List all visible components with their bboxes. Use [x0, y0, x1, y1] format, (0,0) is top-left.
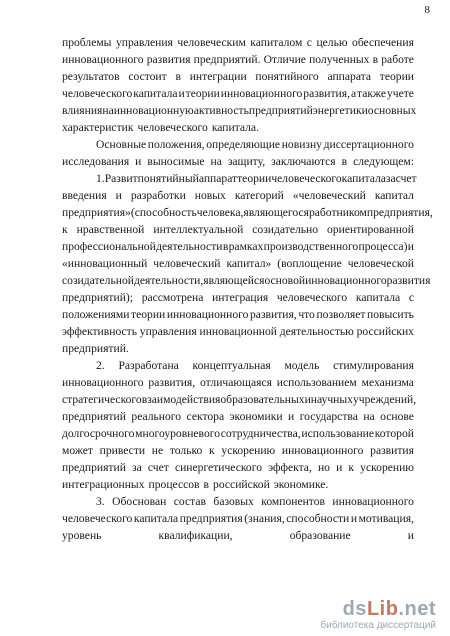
text-word: положениями — [62, 308, 130, 321]
text-word: концептуальная — [192, 359, 271, 372]
text-line — [62, 34, 414, 51]
text-word: рассмотрена — [141, 291, 204, 304]
text-word: исследования — [62, 155, 130, 168]
text-word: активность — [193, 104, 249, 117]
text-word: теории — [379, 70, 414, 83]
text-word: использованием — [276, 376, 357, 389]
text-word: эффективность — [62, 325, 138, 338]
text-word: повысить — [367, 308, 414, 321]
watermark — [286, 598, 436, 632]
text-word: ускорению — [221, 444, 276, 457]
text-word: предприятий. — [62, 342, 129, 355]
text-word: мотивация, — [358, 512, 414, 525]
text-word: многоуровневого — [135, 427, 221, 440]
text-word: 3. — [96, 495, 105, 508]
text-word: капитала — [133, 87, 178, 100]
page-number: 8 — [424, 4, 430, 16]
text-word: развития — [146, 53, 191, 66]
text-word: за — [385, 172, 396, 185]
text-word: и — [350, 512, 358, 525]
text-word: созидательной — [62, 274, 134, 287]
text-line — [62, 255, 414, 272]
text-word: за — [132, 461, 142, 474]
text-line — [62, 187, 414, 204]
text-line — [62, 527, 414, 544]
text-word: и — [407, 529, 414, 542]
text-word: может — [62, 444, 93, 457]
text-word: образовательных — [220, 393, 305, 406]
text-word: аппарат — [198, 172, 238, 185]
text-line — [62, 340, 414, 357]
text-line — [62, 170, 417, 187]
text-word: являющегося — [243, 206, 309, 219]
text-word: развития, — [148, 376, 196, 389]
text-word: предприятия» — [62, 206, 131, 219]
text-line — [62, 391, 417, 408]
text-line — [62, 136, 414, 153]
text-word: с — [306, 36, 312, 49]
text-word: полученных — [309, 53, 370, 66]
text-line — [62, 51, 414, 68]
text-word: развития — [386, 274, 431, 287]
text-word: новых — [194, 189, 226, 202]
watermark-logo-net: .net — [398, 598, 436, 620]
text-word: предприятий — [248, 104, 313, 117]
text-word: и — [178, 87, 185, 100]
text-word: положения, — [147, 138, 205, 151]
watermark-logo — [343, 598, 436, 621]
text-word: производственного — [263, 240, 359, 253]
text-word: взаимодействия — [141, 393, 221, 406]
text-line — [62, 459, 414, 476]
text-word: квалификации, — [158, 529, 233, 542]
text-word: теории — [237, 172, 272, 185]
text-word: сотрудничества, — [220, 427, 301, 440]
text-word: развития — [370, 444, 414, 457]
text-word: которой — [374, 427, 414, 440]
text-line — [62, 374, 414, 391]
text-word: эффекта, — [268, 461, 312, 474]
text-word: целью — [316, 36, 348, 49]
text-word: отличающаяся — [200, 376, 272, 389]
text-word: «человеческий — [292, 189, 366, 202]
text-word: интеллектуальной — [153, 223, 244, 236]
text-word: образование — [289, 529, 351, 542]
text-word: выносимые — [147, 155, 205, 168]
text-word: развития, — [303, 87, 350, 100]
text-word: процессов — [148, 478, 200, 491]
text-word: синергетического — [174, 461, 262, 474]
watermark-logo-ds: ds — [342, 598, 367, 620]
text-word: учете — [386, 87, 414, 100]
text-word: инновационного — [62, 376, 144, 389]
text-word: предприятия, — [366, 206, 433, 219]
text-word: также — [357, 87, 387, 100]
text-word: профессиональной — [62, 240, 156, 253]
text-word: Основные — [96, 138, 147, 151]
text-word: деятельности — [156, 240, 223, 253]
text-word: капиталом — [250, 36, 303, 49]
text-word: и — [288, 410, 295, 423]
text-word: инновационной — [199, 325, 277, 338]
text-word: нравственной — [76, 223, 145, 236]
text-word: понятийный — [137, 172, 199, 185]
text-word: рамках — [228, 240, 264, 253]
text-word: только — [169, 444, 203, 457]
text-word: обеспечения — [352, 36, 414, 49]
text-word: инновационную — [113, 104, 194, 117]
text-word: инновационного — [62, 53, 144, 66]
text-word: человеческого — [62, 512, 133, 525]
text-word: инновационного — [166, 308, 249, 321]
text-word: в — [372, 53, 379, 66]
text-word: созидательно — [252, 223, 319, 236]
text-word: разработки — [130, 189, 186, 202]
text-word: ускорению — [360, 461, 414, 474]
text-word: стимулирования — [333, 359, 414, 372]
text-word: капитала — [341, 172, 386, 185]
text-word: реального — [131, 410, 182, 423]
text-word: предприятий); — [62, 291, 133, 304]
text-word: работником — [308, 206, 367, 219]
text-word: человеческий — [153, 257, 221, 270]
text-word: на — [102, 104, 114, 117]
text-word: в — [341, 155, 348, 168]
text-word: способности — [286, 512, 350, 525]
text-word: капитала — [355, 291, 401, 304]
text-line — [62, 272, 431, 289]
text-line — [62, 442, 414, 459]
text-word: Отличие — [263, 53, 306, 66]
text-word: позволяет — [316, 308, 366, 321]
text-word: счет — [147, 461, 169, 474]
text-word: состав — [173, 495, 206, 508]
text-word: счет — [395, 172, 417, 185]
text-word: уровень — [62, 529, 102, 542]
text-line — [62, 306, 414, 323]
text-line — [62, 238, 414, 255]
text-word: Обоснован — [112, 495, 167, 508]
text-word: являющейся — [203, 274, 265, 287]
text-word: развития, — [250, 308, 297, 321]
text-line — [62, 476, 414, 493]
text-word: а — [350, 87, 357, 100]
text-word: капитала. — [211, 121, 259, 134]
text-line — [62, 119, 414, 136]
text-word: с — [408, 291, 414, 304]
text-line — [62, 425, 414, 442]
text-word: в — [203, 478, 210, 491]
text-word: научных — [310, 393, 353, 406]
text-word: предприятия — [179, 512, 243, 525]
text-word: долгосрочного — [62, 427, 135, 440]
text-word: (знания, — [244, 512, 285, 525]
text-word: характеристик — [62, 121, 134, 134]
text-word: и — [304, 393, 311, 406]
text-word: инновационного — [220, 87, 303, 100]
text-word: и — [336, 461, 343, 474]
text-word: модель — [284, 359, 320, 372]
text-word: и — [135, 155, 142, 168]
document-body — [62, 34, 433, 544]
text-word: процесса) — [358, 240, 408, 253]
text-line — [62, 408, 414, 425]
text-word: защиту, — [227, 155, 266, 168]
text-word: деятельностью — [279, 325, 354, 338]
text-word: следующем: — [353, 155, 414, 168]
text-word: капитал — [374, 189, 414, 202]
text-word: предприятий. — [193, 53, 261, 66]
text-word: инновационного — [305, 274, 387, 287]
text-line — [62, 323, 414, 340]
text-word: человеческим — [177, 36, 246, 49]
text-word: и — [115, 189, 122, 202]
text-word: человеческого — [62, 87, 133, 100]
text-line — [62, 68, 414, 85]
text-word: основе — [380, 410, 414, 423]
text-word: интеграции — [189, 70, 247, 83]
text-word: человеческого — [276, 291, 348, 304]
text-word: предприятий — [62, 410, 126, 423]
text-word: человеческого — [271, 172, 342, 185]
text-word: аппарата — [327, 70, 372, 83]
text-word: российских — [356, 325, 414, 338]
text-word: к — [348, 461, 355, 474]
text-line — [62, 221, 414, 238]
text-word: базовых — [213, 495, 254, 508]
text-word: капитала — [133, 512, 179, 525]
text-word: понятийного — [255, 70, 319, 83]
text-line — [62, 102, 417, 119]
text-word: капитал» — [226, 257, 272, 270]
text-word: человека, — [196, 206, 244, 219]
text-word: но — [317, 461, 330, 474]
text-word: 1. — [96, 172, 105, 185]
text-word: 2. — [96, 359, 105, 372]
text-word: в — [175, 70, 181, 83]
text-word: государства — [299, 410, 358, 423]
text-word: российской — [213, 478, 270, 491]
text-word: работе — [381, 53, 414, 66]
text-word: экономики — [229, 410, 283, 423]
text-word: теории — [185, 87, 220, 100]
text-line — [62, 204, 433, 221]
text-word: Разработана — [118, 359, 179, 372]
text-word: деятельности, — [133, 274, 204, 287]
text-word: механизма — [361, 376, 414, 389]
text-line — [62, 493, 414, 510]
text-word: заключаются — [271, 155, 336, 168]
text-word: к — [62, 223, 68, 236]
text-word: диссертационного — [323, 138, 414, 151]
text-word: новизну — [281, 138, 322, 151]
text-word: и — [407, 240, 414, 253]
text-word: ориентированной — [327, 223, 414, 236]
text-line — [62, 85, 414, 102]
text-word: категорий — [234, 189, 284, 202]
text-word: человеческой — [347, 257, 414, 270]
text-word: (воплощение — [277, 257, 342, 270]
text-word: энергетики — [312, 104, 368, 117]
text-word: управления — [115, 36, 173, 49]
text-word: Развит — [104, 172, 138, 185]
text-word: предприятий — [62, 461, 126, 474]
text-line — [62, 357, 414, 374]
text-word: использование — [301, 427, 374, 440]
text-word: экономике. — [273, 478, 329, 491]
text-word: не — [151, 444, 164, 457]
text-word: в — [222, 240, 229, 253]
text-word: учреждений, — [352, 393, 417, 406]
text-word: введения — [62, 189, 107, 202]
text-word: результатов — [62, 70, 120, 83]
watermark-caption: библиотека диссертаций — [320, 620, 436, 631]
text-line — [62, 153, 414, 170]
text-word: проблемы — [62, 36, 112, 49]
text-word: управления — [139, 325, 197, 338]
text-word: состоит — [128, 70, 167, 83]
text-line — [62, 289, 414, 306]
text-line — [62, 510, 414, 527]
text-word: человеческого — [137, 121, 208, 134]
text-word: инновационного — [281, 444, 364, 457]
text-word: основных — [367, 104, 417, 117]
text-word: что — [298, 308, 315, 321]
text-word: к — [209, 444, 215, 457]
text-word: основой — [264, 274, 306, 287]
text-word: теории — [131, 308, 166, 321]
text-word: интеграция — [212, 291, 269, 304]
text-word: определяющие — [206, 138, 281, 151]
text-word: сектора — [186, 410, 225, 423]
text-word: стратегического — [62, 393, 142, 406]
text-word: (способность — [130, 206, 197, 219]
text-word: интеграционных — [62, 478, 145, 491]
text-word: влияния — [62, 104, 103, 117]
text-word: на — [210, 155, 222, 168]
text-word: привести — [99, 444, 146, 457]
watermark-logo-lib: Lib — [366, 598, 399, 620]
text-word: инновационного — [332, 495, 414, 508]
text-word: компонентов — [261, 495, 325, 508]
text-word: «инновационный — [62, 257, 148, 270]
text-word: на — [363, 410, 375, 423]
